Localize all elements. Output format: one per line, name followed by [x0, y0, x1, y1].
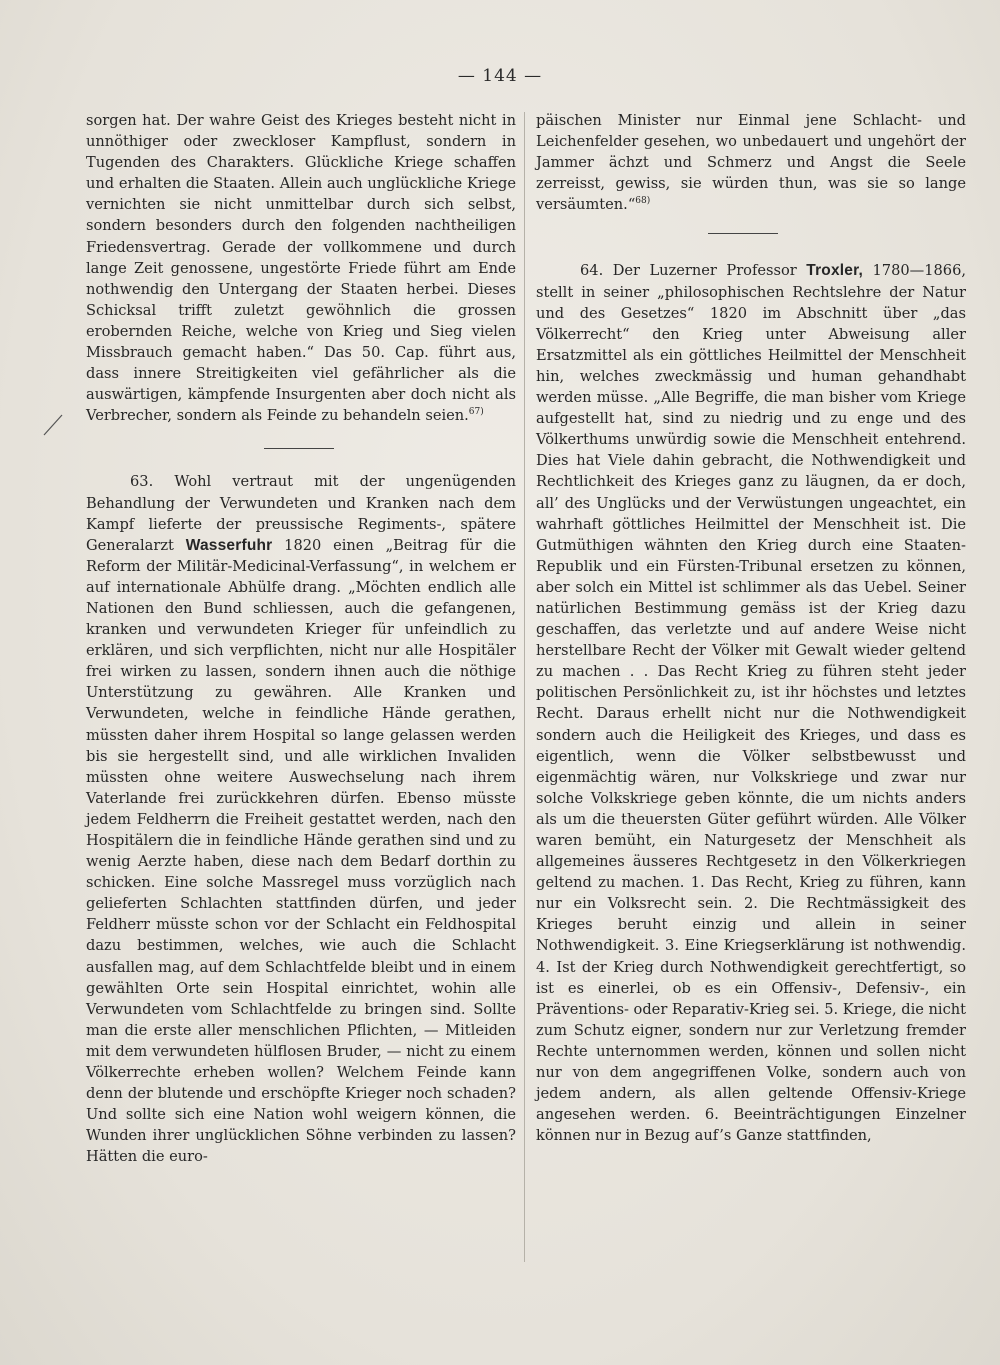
section-64-body: 1780—1866, stellt in seiner „philosophischen Rechtslehre der Natur und des Gesetzes“ 1820 im Abschnitt über „das Völkerrecht“ den Krieg unter Abweisung aller Ersatzmittel als ein göttliches Heilmittel der Menschheit hin, welches zweckmässig und human gehandhabt werden müsse. „Alle Begriffe, die man bisher vom Kriege aufgestellt hat, sind zu niedrig und zu enge und des Völkerthums unwürdig sowie die Menschheit entehrend. Dies hat Viele dahin gebracht, die Nothwendigkeit und Rechtlichkeit des Krieges ganz zu läugnen, da er doch, all’ des Unglücks und der Verwüstungen ungeachtet, ein wahrhaft göttliches Heilmittel der Menschheit ist. Die Gutmüthigen wähnten den Krieg durch eine Staaten-Republik und ein Fürsten-Tribunal ersetzen zu können, aber solch ein Mittel ist schlimmer als das Uebel. Seiner natürlichen Bestimmung gemäss ist der Krieg dazu geschaffen, das verletzte und auf andere Weise nicht herstellbare Recht der Völker mit Gewalt wieder geltend zu machen . . Das Recht Krieg zu führen steht jeder politischen Persönlichkeit zu, ist ihr höchstes und letztes Recht. Daraus erhellt nicht nur die Nothwendigkeit sondern auch die Heiligkeit des Krieges, und dass es eigentlich, wenn die Völker selbstbewusst und eigenmächtig wären, nur Volkskriege und zwar nur solche Volkskriege geben könnte, die um nichts anders als um die theuersten Güter geführt würden. Alle Völker waren bemüht, ein Naturgesetz der Menschheit als allgemeines äusseres Rechtgesetz in den Völkerkriegen geltend zu machen. 1. Das Recht, Krieg zu führen, kann nur ein Volksrecht sein. 2. Die Rechtmässigkeit des Krieges beruht einzig und allein in seiner Nothwendigkeit. 3. Eine Kriegserklärung ist nothwendig. 4. Ist der Krieg durch Nothwendigkeit gerechtfertigt, so ist es einerlei, ob es ein Offensiv-, Defensiv-, ein Präventions- oder Reparativ-Krieg sei. 5. Kriege, die nicht zum Schutz eigner, sondern nur zur Verletzung fremder Rechte unternommen werden, können und sollen nicht nur von dem angegriffenen Volke, sondern auch von jedem andern, als allen geltende Offensiv-Kriege angesehen werden. 6. Beeinträchtigungen Einzelner können nur in Bezug auf’s Ganze stattfinden, — [536, 262, 967, 1145]
footnote-marker-67: 67) — [468, 407, 484, 418]
column-divider — [524, 112, 525, 1262]
pencil-margin-mark — [40, 412, 66, 438]
section-63-paragraph — [86, 471, 516, 1167]
right-column — [536, 110, 966, 1146]
section-separator — [264, 448, 334, 449]
section-63-body: 1820 einen „Beitrag für die Reform der Militär-Medicinal-Verfassung“, in welchem er auf internationale Abhülfe drang. „Möchten endlich alle Nationen den Bund schliessen, auch die gefangenen, kranken und verwundeten Krieger für unfeindlich zu erklären, und sich verpflichten, nicht nur alle Hospitäler frei wirken zu lassen, sondern ihnen auch die nöthige Unterstützung zu gewähren. Alle Kranken und Verwundeten, welche in feindliche Hände gerathen, müssten daher ihrem Hospital so lange gelassen werden bis sie hergestellt sind, und alle wirklichen Invaliden müssten ohne weitere Auswechselung nach ihrem Vaterlande frei zurückkehren dürfen. Ebenso müsste jedem Feldherrn die Freiheit gestattet werden, nach den Hospitälern die in feindliche Hände gerathen sind und zu wenig Aerzte haben, diese nach dem Bedarf dorthin zu schicken. Eine solche Massregel muss vorzüglich nach gelieferten Schlachten stattfinden dürfen, und jeder Feldherr müsste schon vor der Schlacht ein Feldhospital dazu bestimmen, welches, wie auch die Schlacht ausfallen mag, auf dem Schlachtfelde bleibt und in einem gewählten Orte sein Hospital einrichtet, wohin alle Verwundeten vom Schlachtfelde zu bringen sind. Sollte man die erste aller menschlichen Pflichten, — Mitleiden mit dem verwundeten hülflosen Bruder, — nicht zu einem Völkerrechte erheben wollen? Welchem Feinde kann denn der blutende und erschöpfte Krieger noch schaden? Und sollte sich eine Nation wohl weigern können, die Wunden ihrer unglücklichen Söhne verbinden zu lassen? Hätten die euro- — [86, 536, 517, 1166]
right-paragraph-continuation — [536, 110, 966, 215]
section-separator — [708, 233, 778, 234]
page-number: — 144 — — [457, 66, 543, 86]
footnote-marker-68: 68) — [635, 196, 651, 207]
right-paragraph-continuation-text: päischen Minister nur Einmal jene Schlacht- und Leichenfelder gesehen, wo unbedauert und ungehört der Jammer ächzt und Schmerz und Angst die Seele zerreisst, gewiss, sie würden thun, was sie so lange versäumten.“ — [536, 112, 966, 214]
section-64-intro: 64. Der Luzerner Professor — [580, 262, 797, 280]
left-paragraph-continuation-text: sorgen hat. Der wahre Geist des Krieges besteht nicht in unnöthiger oder zweckloser Kampflust, sondern in Tugenden des Charakters. Glückliche Kriege schaffen und erhalten die Staaten. Allein auch unglückliche Kriege vernichten sie nicht unmittelbar durch sich selbst, sondern besonders durch den folgenden nachtheiligen Friedensvertrag. Gerade der vollkommene und durch lange Zeit genossene, ungestörte Friede führt am Ende nothwendig den Untergang der Staaten herbei. Dieses Schicksal trifft zuletzt gewöhnlich die grossen erobernden Reiche, welche von Krieg und Sieg vielen Missbrauch gemacht haben.“ Das 50. Cap. führt aus, dass innere Streitigkeiten viel gefährlicher als die auswärtigen, kämpfende Insurgenten aber doch nicht als Verbrecher, sondern als Feinde zu behandeln seien. — [86, 112, 516, 425]
section-64-paragraph — [536, 260, 966, 1146]
left-paragraph-continuation — [86, 110, 516, 426]
author-name-wasserfuhr: Wasserfuhr — [185, 536, 273, 554]
section-63-intro: 63. Wohl vertraut mit der ungenügenden Behandlung der Verwundeten und Kranken nach dem Kampf lieferte der preussische Regiments-, spätere Generalarzt — [86, 473, 516, 554]
author-name-troxler: Troxler, — [806, 262, 863, 280]
left-column — [86, 110, 516, 1168]
